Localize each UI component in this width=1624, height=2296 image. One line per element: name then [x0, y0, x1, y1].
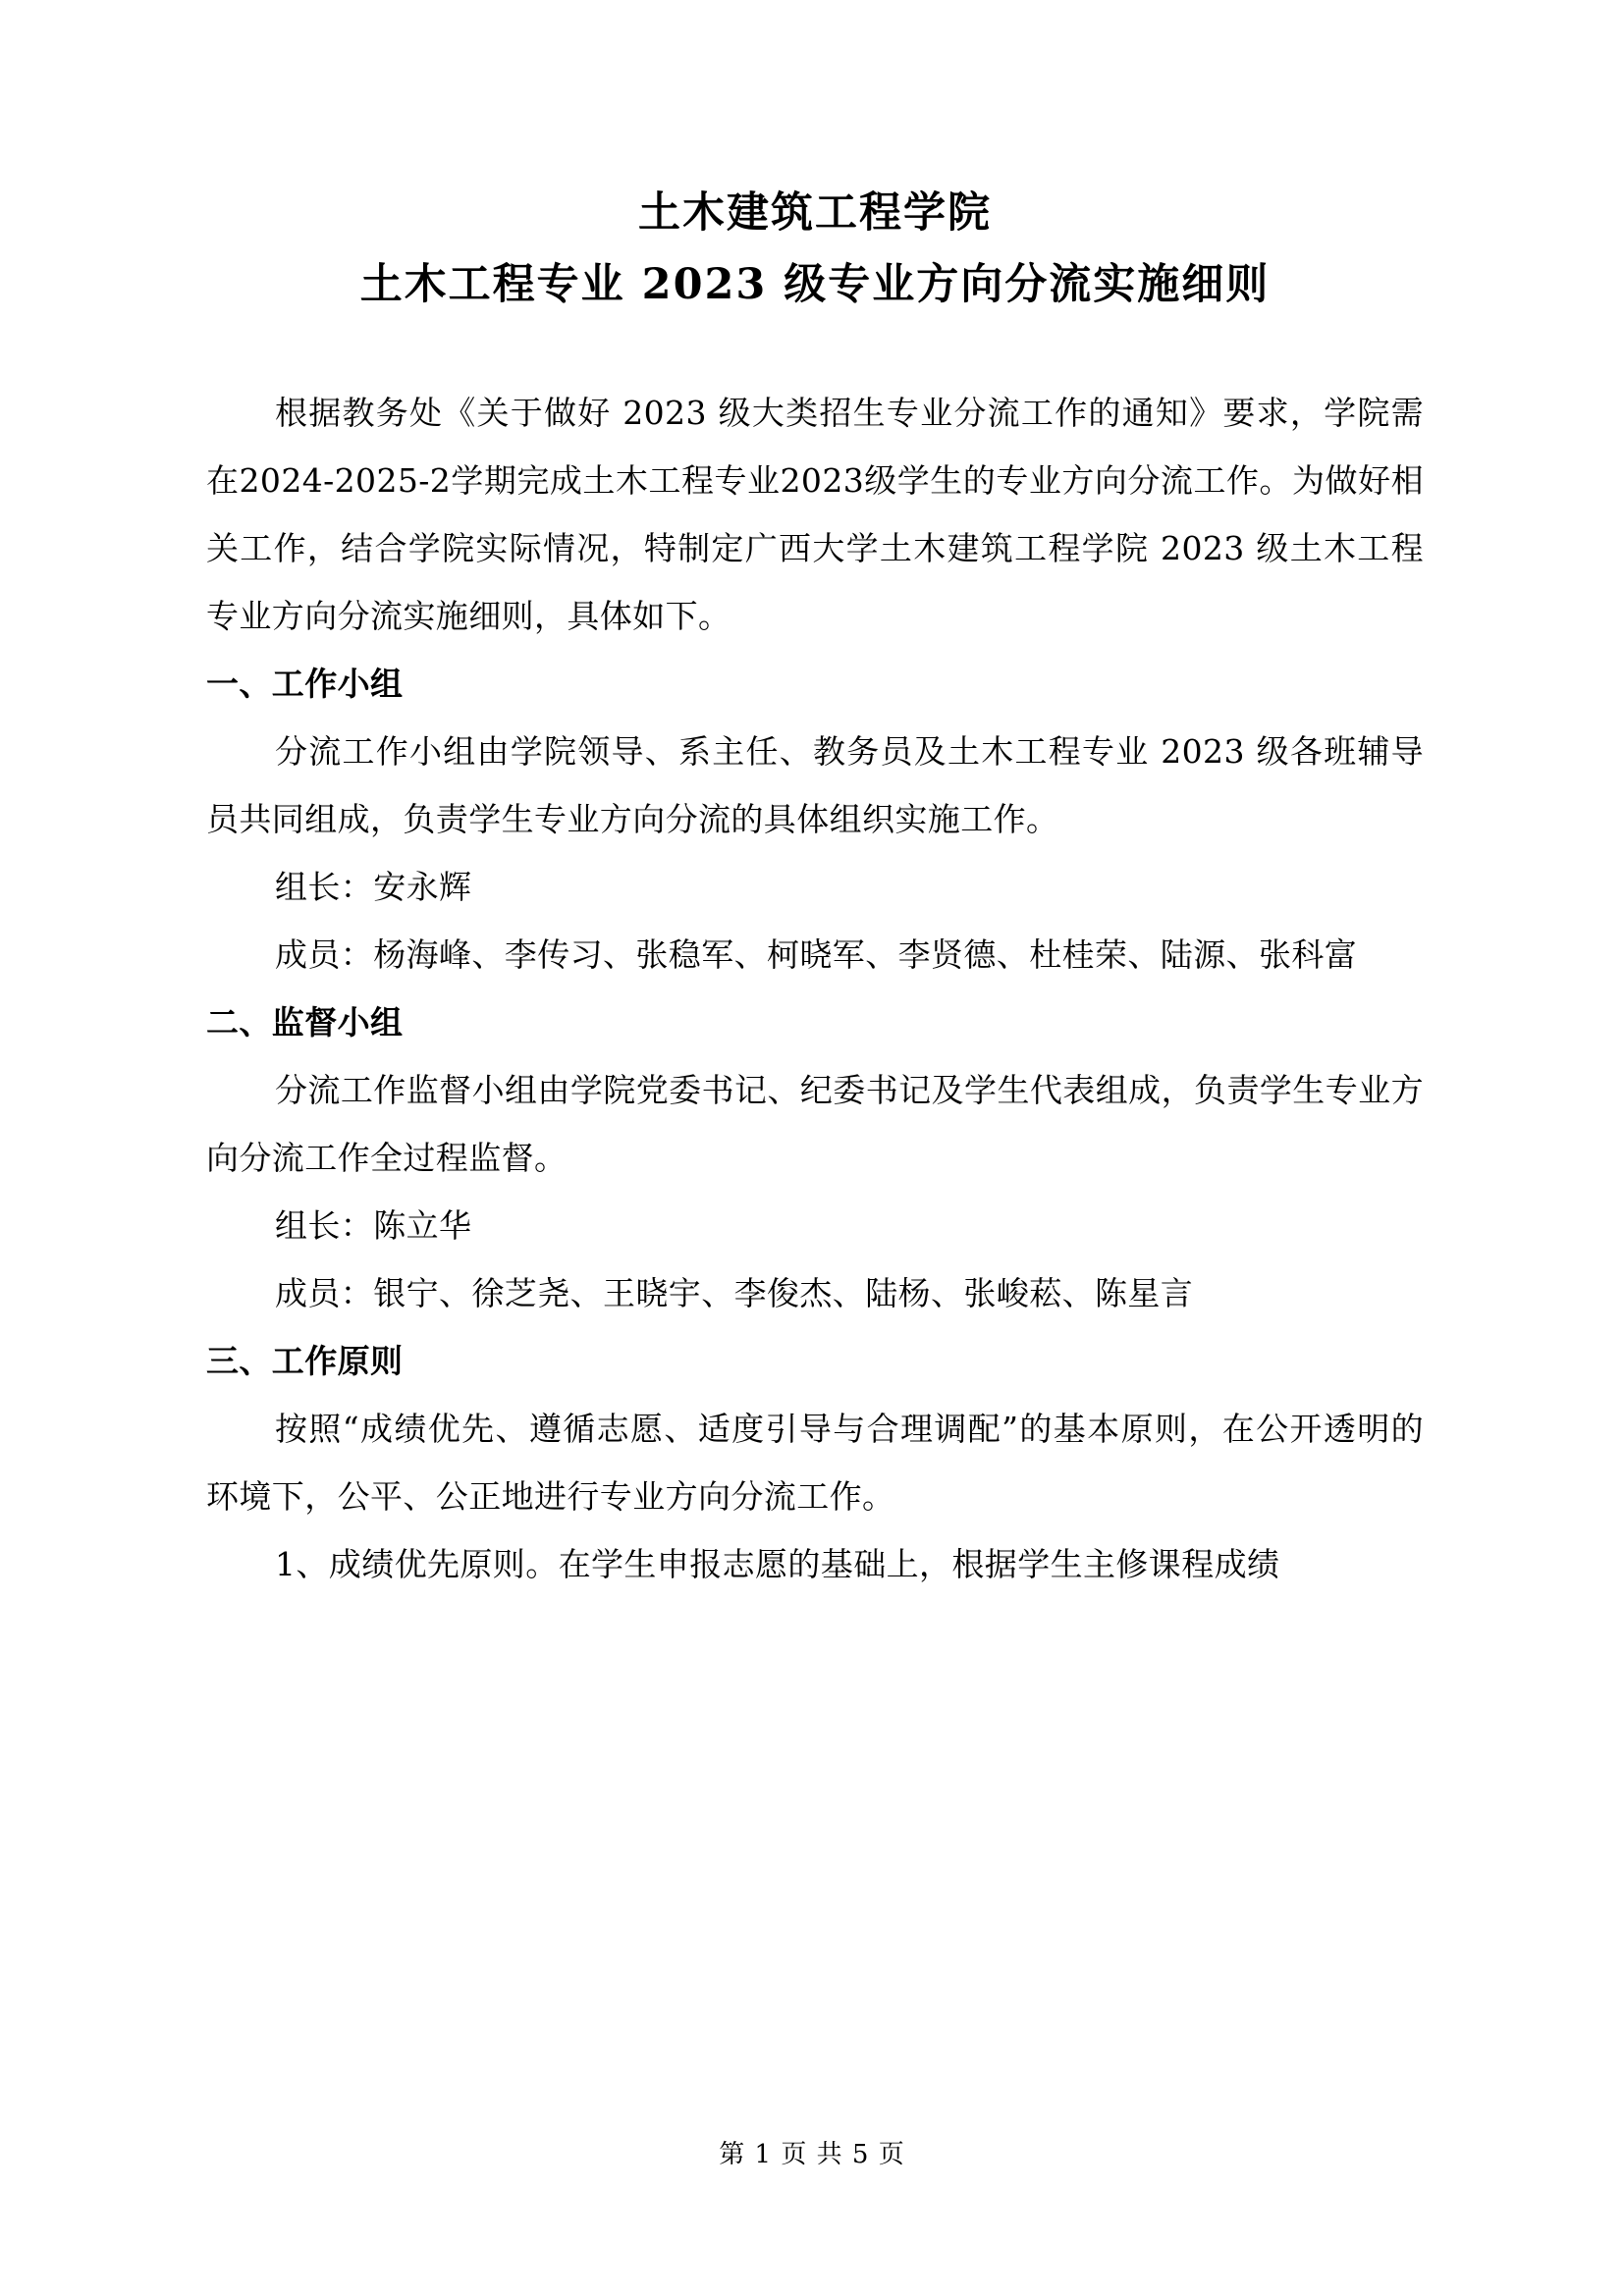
- section-heading-3: 三、工作原则: [206, 1342, 404, 1380]
- section-heading-1: 一、工作小组: [206, 665, 404, 703]
- page-title-line-1: 土木建筑工程学院: [638, 188, 992, 238]
- page-number-footer: 第 1 页 共 5 页: [719, 2140, 905, 2169]
- section-2-paragraph-1: 分流工作监督小组由学院党委书记、纪委书记及学生代表组成，负责学生专业方向分流工作全过程监督。: [206, 1071, 1424, 1177]
- section-3-paragraph-2: 1、成绩优先原则。在学生申报志愿的基础上，根据学生主修课程成绩: [275, 1545, 1280, 1583]
- section-3-paragraph-1: 按照“成绩优先、遵循志愿、适度引导与合理调配”的基本原则，在公开透明的环境下，公平、公正地进行专业方向分流工作。: [206, 1410, 1424, 1516]
- page-content: [206, 0, 1424, 1598]
- document-body: [206, 379, 1424, 1598]
- section-heading-2: 二、监督小组: [206, 1003, 404, 1041]
- section-2-group-members: 成员：银宁、徐芝尧、王晓宇、李俊杰、陆杨、张峻菘、陈星言: [275, 1274, 1194, 1312]
- section-1-paragraph-1: 分流工作小组由学院领导、系主任、教务员及土木工程专业 2023 级各班辅导员共同组成，负责学生专业方向分流的具体组织实施工作。: [206, 732, 1424, 838]
- section-1-group-members: 成员：杨海峰、李传习、张稳军、柯晓军、李贤德、杜桂荣、陆源、张科富: [275, 935, 1358, 974]
- section-1-group-leader: 组长：安永辉: [275, 868, 472, 906]
- intro-paragraph: 根据教务处《关于做好 2023 级大类招生专业分流工作的通知》要求，学院需在2024-2025-2学期完成土木工程专业2023级学生的专业方向分流工作。为做好相关工作，结合学院实际情况，特制定广西大学土木建筑工程学院 2023 级土木工程专业方向分流实施细则，具体如下。: [206, 394, 1424, 635]
- document-title-block: [206, 0, 1424, 309]
- page-title-line-2: 土木工程专业 2023 级专业方向分流实施细则: [359, 260, 1271, 309]
- section-2-group-leader: 组长：陈立华: [275, 1206, 472, 1245]
